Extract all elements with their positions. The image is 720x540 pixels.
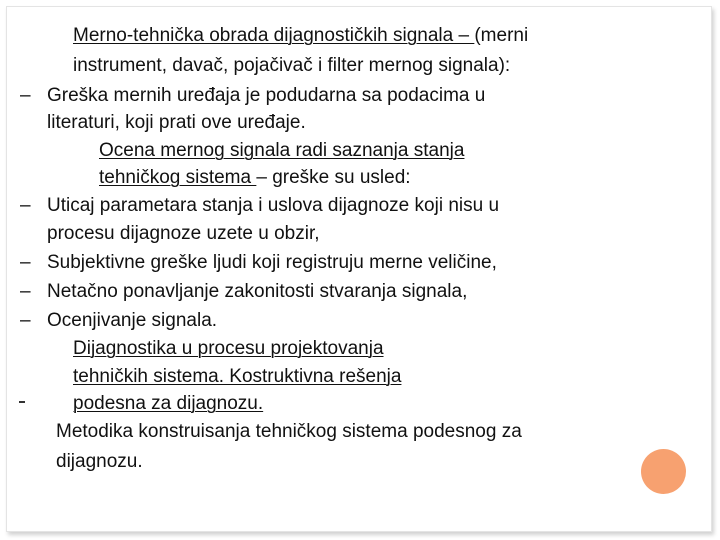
decorative-circle bbox=[641, 449, 686, 494]
heading-1-rest: (merni bbox=[474, 25, 529, 46]
section-heading-2-line-1: Ocena mernog signala radi saznanja stanja bbox=[99, 140, 465, 161]
bullet-dash: – bbox=[20, 195, 31, 216]
heading-2-underlined: tehničkog sistema bbox=[99, 167, 257, 188]
section-heading-2-line-2 bbox=[99, 166, 411, 190]
section-heading-3-line-1: Dijagnostika u procesu projektovanja bbox=[73, 338, 384, 359]
bullet-1-line-2: literaturi, koji prati ove uređaje. bbox=[47, 112, 306, 133]
section-heading-1 bbox=[73, 24, 528, 48]
last-item-line-2: dijagnozu. bbox=[56, 451, 143, 472]
bullet-dash: – bbox=[20, 281, 31, 302]
bullet-dash: – bbox=[20, 310, 31, 331]
bullet-dash: – bbox=[20, 252, 31, 273]
section-heading-3-line-3: podesna za dijagnozu. bbox=[73, 393, 264, 414]
section-heading-3-line-2: tehničkih sistema. Kostruktivna rešenja bbox=[73, 366, 402, 387]
bullet-4: Netačno ponavljanje zakonitosti stvaranja signala, bbox=[47, 281, 468, 302]
bullet-1-line-1: Greška mernih uređaja je podudarna sa podacima u bbox=[47, 85, 486, 106]
heading-2-rest: – greške su usled: bbox=[256, 167, 411, 188]
heading-1-continuation: instrument, davač, pojačivač i filter mernog signala): bbox=[73, 55, 511, 76]
bullet-5: Ocenjivanje signala. bbox=[47, 310, 218, 331]
bullet-2-line-2: procesu dijagnoze uzete u obzir, bbox=[47, 223, 320, 244]
bullet-2-line-1: Uticaj parametara stanja i uslova dijagnoze koji nisu u bbox=[47, 195, 500, 216]
bullet-marker bbox=[19, 401, 25, 403]
bullet-3: Subjektivne greške ljudi koji registruju merne veličine, bbox=[47, 252, 497, 273]
last-item-line-1: Metodika konstruisanja tehničkog sistema podesnog za bbox=[56, 421, 522, 442]
heading-1-underlined: Merno-tehnička obrada dijagnostičkih signala – bbox=[73, 25, 475, 46]
bullet-dash: – bbox=[20, 85, 31, 106]
